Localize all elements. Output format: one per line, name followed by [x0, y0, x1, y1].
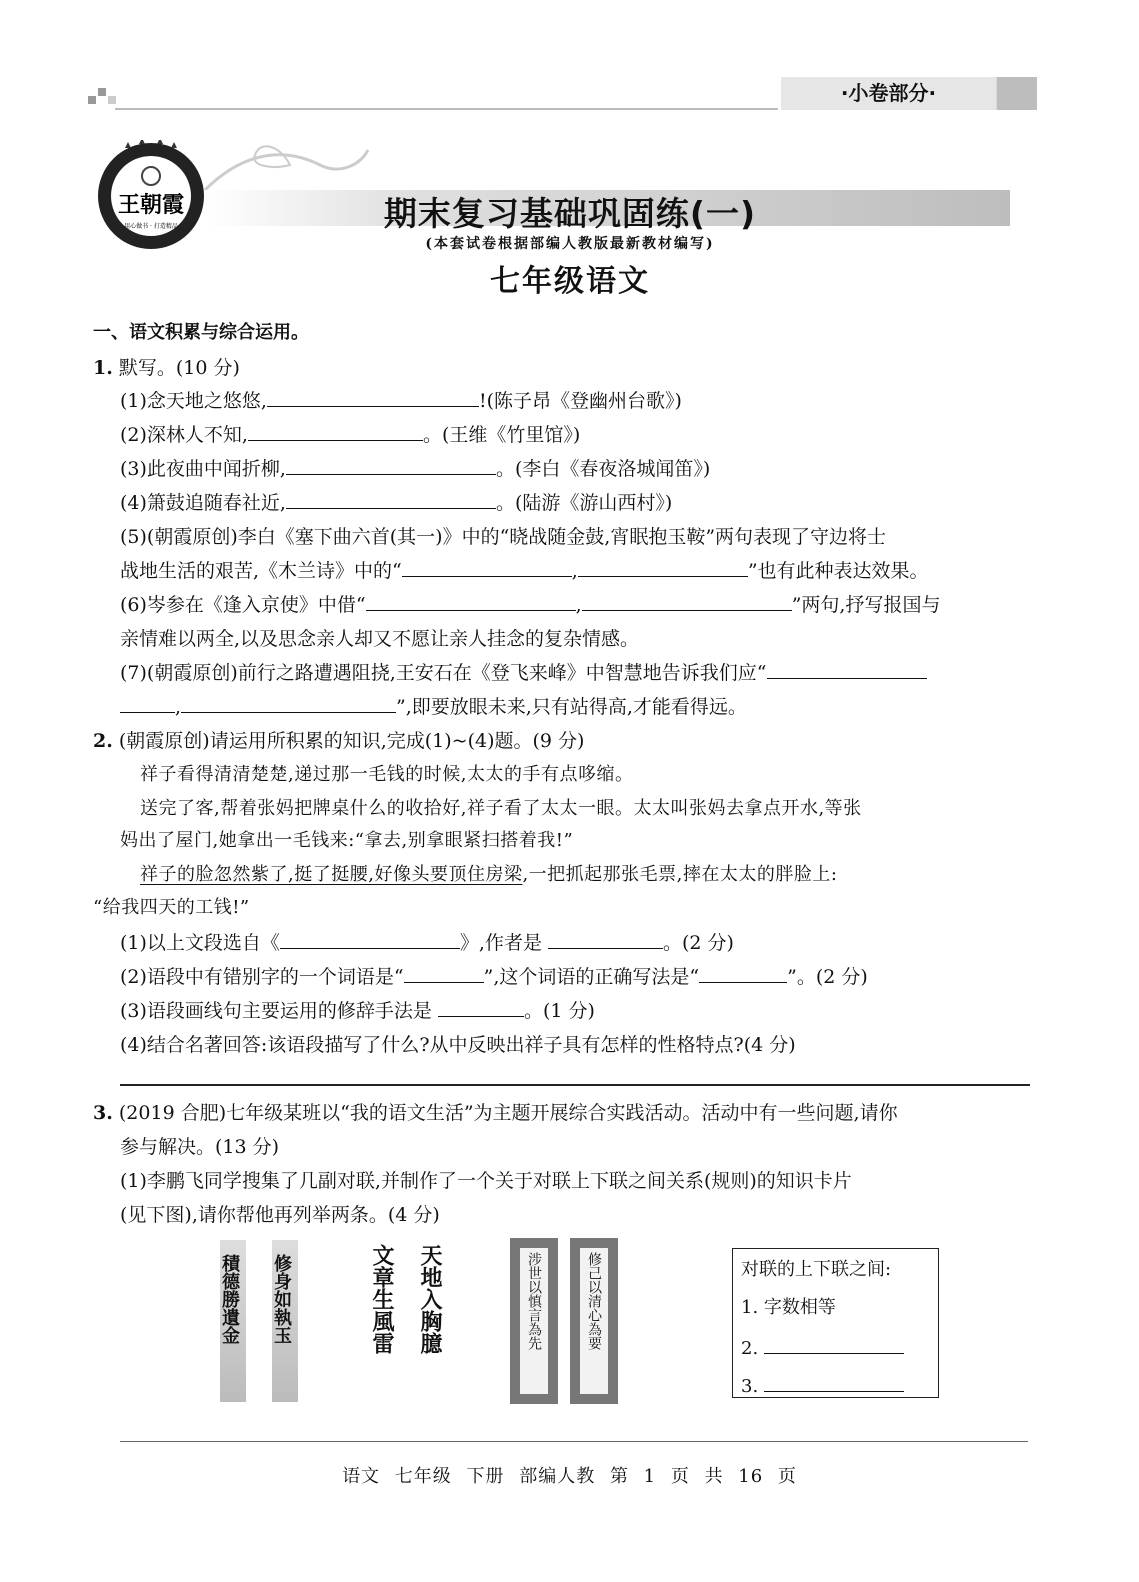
- q1-item-6: (6)岑参在《逢入京使》中借“ , ”两句,抒写报国与: [120, 594, 941, 616]
- answer-blank[interactable]: [548, 930, 663, 949]
- q2-sub-2: (2)语段中有错别字的一个词语是“ ”,这个词语的正确写法是“ ”。(2 分): [120, 966, 868, 988]
- q1-item-7: (7)(朝霞原创)前行之路遭遇阻挠,王安石在《登飞来峰》中智慧地告诉我们应“: [120, 660, 927, 686]
- q1-item-6-cont: 亲情难以两全,以及思念亲人却又不愿让亲人挂念的复杂情感。: [120, 628, 640, 650]
- answer-blank[interactable]: [578, 558, 748, 577]
- question-3-heading: 3. (2019 合肥)七年级某班以“我的语文生活”为主题开展综合实践活动。活动中有一些问题,请你: [93, 1102, 898, 1124]
- logo-name: 王朝霞: [117, 192, 185, 218]
- answer-blank[interactable]: [767, 660, 927, 679]
- q3-sub-1-cont: (见下图),请你帮他再列举两条。(4 分): [120, 1204, 440, 1226]
- answer-blank[interactable]: [764, 1335, 904, 1354]
- header-rule: [115, 108, 780, 110]
- q1-item-7-cont: , ”,即要放眼未来,只有站得高,才能看得远。: [120, 694, 747, 720]
- answer-blank[interactable]: [699, 964, 787, 983]
- q1-item-4: (4)箫鼓追随春社近, 。(陆游《游山西村》): [120, 492, 673, 514]
- q3-sub-1: (1)李鹏飞同学搜集了几副对联,并制作了一个关于对联上下联之间关系(规则)的知识卡片: [120, 1170, 852, 1192]
- q2-passage-p1: 祥子看得清清楚楚,递过那一毛钱的时候,太太的手有点哆缩。: [140, 764, 634, 785]
- q2-passage-p2: 送完了客,帮着张妈把牌桌什么的收拾好,祥子看了太太一眼。太太叫张妈去拿点开水,等张: [140, 798, 862, 819]
- section-heading: 一、语文积累与综合运用。: [93, 322, 309, 343]
- q1-item-2: (2)深林人不知, 。(王维《竹里馆》): [120, 424, 581, 446]
- card-title: 对联的上下联之间:: [741, 1259, 892, 1280]
- couplet-text: 文章生風雷: [369, 1244, 395, 1354]
- answer-blank[interactable]: [248, 422, 423, 441]
- answer-blank[interactable]: [404, 964, 484, 983]
- q2-passage-p3-cont: “给我四天的工钱!”: [93, 897, 250, 918]
- card-item-3: 3.: [741, 1373, 904, 1397]
- page-footer: 语文 七年级 下册 部编人教 第 1 页 共 16 页: [342, 1466, 797, 1487]
- logo-slogan: 用心做书 · 打造精品: [124, 223, 178, 230]
- q1-item-5: (5)(朝霞原创)李白《塞下曲六首(其一)》中的“晓战随金鼓,宵眠抱玉鞍”两句表现了守边将士: [120, 526, 887, 548]
- q1-item-1: (1)念天地之悠悠, !(陈子昂《登幽州台歌》): [120, 390, 682, 412]
- page-subtitle: (本套试卷根据部编人教版最新教材编写): [425, 236, 715, 252]
- answer-blank[interactable]: [286, 456, 496, 475]
- couplet-image-2: [369, 1240, 456, 1402]
- corner-decoration: [88, 88, 128, 108]
- underlined-sentence: 祥子的脸忽然紫了,挺了挺腰,好像头要顶住房梁: [140, 864, 523, 885]
- answer-blank[interactable]: [764, 1373, 904, 1392]
- answer-blank[interactable]: [402, 558, 572, 577]
- q3-line-2: 参与解决。(13 分): [120, 1136, 280, 1158]
- q2-passage-p3: 祥子的脸忽然紫了,挺了挺腰,好像头要顶住房梁,一把抓起那张毛票,摔在太太的胖脸上:: [140, 864, 838, 885]
- answer-blank[interactable]: [181, 694, 396, 713]
- grade-title: 七年级语文: [490, 264, 650, 299]
- q2-passage-p2-cont: 妈出了屋门,她拿出一毛钱来:“拿去,别拿眼紧扫搭着我!”: [120, 830, 574, 851]
- ribbon-decoration: [200, 135, 370, 195]
- q1-item-3: (3)此夜曲中闻折柳, 。(李白《春夜洛城闻笛》): [120, 458, 711, 480]
- couplet-image-1: [220, 1240, 302, 1402]
- q1-item-5-cont: 战地生活的艰苦,《木兰诗》中的“ , ”也有此种表达效果。: [120, 560, 929, 582]
- answer-blank[interactable]: [366, 592, 576, 611]
- couplet-text: 修身如執玉: [271, 1254, 292, 1344]
- answer-blank[interactable]: [267, 388, 479, 407]
- section-tag: [778, 77, 1037, 110]
- footer-rule: [120, 1441, 1028, 1442]
- couplet-image-3: [510, 1238, 622, 1404]
- q2-sub-4: (4)结合名著回答:该语段描写了什么?从中反映出祥子具有怎样的性格特点?(4 分): [120, 1034, 796, 1056]
- answer-blank[interactable]: [286, 490, 496, 509]
- question-1-heading: 1. 默写。(10 分): [93, 357, 240, 379]
- card-item-1: 1. 字数相等: [741, 1297, 836, 1318]
- card-item-2: 2.: [741, 1335, 904, 1359]
- publisher-logo: [95, 140, 207, 252]
- answer-blank[interactable]: [280, 930, 460, 949]
- page-title: 期末复习基础巩固练(一): [383, 194, 757, 233]
- q2-sub-3: (3)语段画线句主要运用的修辞手法是 。(1 分): [120, 1000, 595, 1022]
- couplet-text: 涉世以慎言為先: [526, 1252, 542, 1350]
- couplet-text: 積德勝遺金: [219, 1254, 240, 1344]
- question-2-heading: 2. (朝霞原创)请运用所积累的知识,完成(1)~(4)题。(9 分): [93, 730, 585, 752]
- answer-blank[interactable]: [438, 998, 524, 1017]
- answer-blank[interactable]: [120, 694, 175, 713]
- answer-blank[interactable]: [582, 592, 792, 611]
- q2-sub-1: (1)以上文段选自《 》,作者是 。(2 分): [120, 932, 734, 954]
- couplet-text: 天地入胸臆: [417, 1244, 443, 1354]
- couplet-text: 修己以清心為要: [586, 1252, 602, 1350]
- answer-line[interactable]: [120, 1084, 1030, 1086]
- section-tag-label: ·小卷部分·: [781, 77, 996, 110]
- knowledge-card: [732, 1248, 939, 1398]
